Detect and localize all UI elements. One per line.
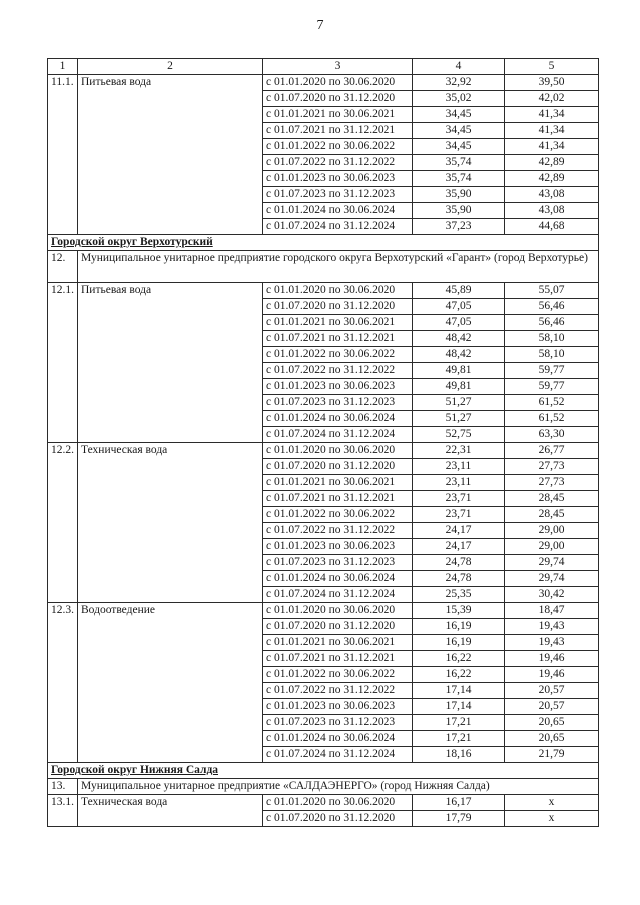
tariff-value-col4: 15,39 (413, 603, 505, 619)
tariff-value-col5: 18,47 (505, 603, 599, 619)
tariff-value-col5: 30,42 (505, 587, 599, 603)
district-row (48, 763, 599, 779)
period-cell: с 01.01.2022 по 30.06.2022 (263, 139, 413, 155)
service-name: Техническая вода (78, 795, 263, 827)
tariff-value-col5: 41,34 (505, 107, 599, 123)
item-number: 11.1. (48, 75, 78, 235)
period-cell: с 01.01.2024 по 30.06.2024 (263, 731, 413, 747)
period-cell: с 01.01.2023 по 30.06.2023 (263, 699, 413, 715)
table-row (48, 795, 599, 811)
table-row (48, 443, 599, 459)
header-cell: 3 (263, 59, 413, 75)
tariff-value-col4: 16,19 (413, 619, 505, 635)
period-cell: с 01.01.2023 по 30.06.2023 (263, 539, 413, 555)
tariff-value-col4: 51,27 (413, 411, 505, 427)
tariff-value-col5: 20,65 (505, 715, 599, 731)
period-cell: с 01.07.2024 по 31.12.2024 (263, 747, 413, 763)
tariff-value-col5: 28,45 (505, 491, 599, 507)
tariff-value-col5: 56,46 (505, 315, 599, 331)
period-cell: с 01.01.2021 по 30.06.2021 (263, 107, 413, 123)
tariff-value-col5: 43,08 (505, 187, 599, 203)
tariff-value-col4: 34,45 (413, 139, 505, 155)
tariff-value-col5: 58,10 (505, 331, 599, 347)
tariff-value-col5: 41,34 (505, 139, 599, 155)
period-cell: с 01.01.2021 по 30.06.2021 (263, 635, 413, 651)
tariff-value-col4: 18,16 (413, 747, 505, 763)
period-cell: с 01.07.2023 по 31.12.2023 (263, 715, 413, 731)
tariff-value-col4: 24,78 (413, 555, 505, 571)
tariff-value-col5: 20,57 (505, 699, 599, 715)
tariff-value-col4: 23,71 (413, 507, 505, 523)
period-cell: с 01.01.2023 по 30.06.2023 (263, 171, 413, 187)
service-name: Питьевая вода (78, 75, 263, 235)
tariff-value-col5: 61,52 (505, 411, 599, 427)
tariff-value-col5: 43,08 (505, 203, 599, 219)
tariff-value-col4: 25,35 (413, 587, 505, 603)
tariff-value-col5: 58,10 (505, 347, 599, 363)
tariff-value-col4: 48,42 (413, 347, 505, 363)
organization-name: Муниципальное унитарное предприятие «САЛДАЭНЕРГО» (город Нижняя Салда) (78, 779, 599, 795)
service-name: Техническая вода (78, 443, 263, 603)
tariff-value-col5: 59,77 (505, 379, 599, 395)
tariff-value-col5: 29,74 (505, 571, 599, 587)
tariff-value-col5: x (505, 811, 599, 827)
tariff-value-col5: 20,65 (505, 731, 599, 747)
period-cell: с 01.01.2022 по 30.06.2022 (263, 667, 413, 683)
tariff-value-col5: 27,73 (505, 459, 599, 475)
district-row (48, 235, 599, 251)
period-cell: с 01.01.2022 по 30.06.2022 (263, 347, 413, 363)
period-cell: с 01.01.2020 по 30.06.2020 (263, 795, 413, 811)
district-heading: Городской округ Верхотурский (48, 235, 599, 251)
tariff-value-col4: 47,05 (413, 315, 505, 331)
tariff-value-col4: 17,79 (413, 811, 505, 827)
tariff-value-col5: 41,34 (505, 123, 599, 139)
period-cell: с 01.07.2022 по 31.12.2022 (263, 363, 413, 379)
tariff-value-col5: 26,77 (505, 443, 599, 459)
tariff-value-col5: 21,79 (505, 747, 599, 763)
tariff-value-col5: 19,43 (505, 619, 599, 635)
tariff-value-col4: 49,81 (413, 363, 505, 379)
period-cell: с 01.07.2020 по 31.12.2020 (263, 299, 413, 315)
item-number: 12.2. (48, 443, 78, 603)
header-cell: 4 (413, 59, 505, 75)
period-cell: с 01.07.2023 по 31.12.2023 (263, 395, 413, 411)
period-cell: с 01.01.2021 по 30.06.2021 (263, 315, 413, 331)
tariff-value-col5: 19,46 (505, 667, 599, 683)
tariff-value-col4: 35,02 (413, 91, 505, 107)
tariff-value-col4: 37,23 (413, 219, 505, 235)
tariff-value-col5: 20,57 (505, 683, 599, 699)
tariff-value-col5: 55,07 (505, 283, 599, 299)
item-number: 13. (48, 779, 78, 795)
period-cell: с 01.07.2020 по 31.12.2020 (263, 619, 413, 635)
header-cell: 1 (48, 59, 78, 75)
item-number: 13.1. (48, 795, 78, 827)
tariff-value-col4: 35,74 (413, 171, 505, 187)
period-cell: с 01.07.2024 по 31.12.2024 (263, 587, 413, 603)
period-cell: с 01.07.2021 по 31.12.2021 (263, 123, 413, 139)
item-number: 12. (48, 251, 78, 283)
header-cell: 5 (505, 59, 599, 75)
tariff-value-col4: 24,17 (413, 539, 505, 555)
period-cell: с 01.07.2022 по 31.12.2022 (263, 155, 413, 171)
tariff-value-col4: 32,92 (413, 75, 505, 91)
tariff-value-col4: 23,11 (413, 459, 505, 475)
period-cell: с 01.07.2021 по 31.12.2021 (263, 331, 413, 347)
service-name: Водоотведение (78, 603, 263, 763)
period-cell: с 01.01.2024 по 30.06.2024 (263, 571, 413, 587)
tariff-value-col5: 42,89 (505, 155, 599, 171)
tariff-value-col5: 56,46 (505, 299, 599, 315)
period-cell: с 01.01.2023 по 30.06.2023 (263, 379, 413, 395)
period-cell: с 01.07.2023 по 31.12.2023 (263, 187, 413, 203)
organization-name: Муниципальное унитарное предприятие городского округа Верхотурский «Гарант» (город Верхотурье) (78, 251, 599, 283)
table-row (48, 75, 599, 91)
period-cell: с 01.07.2023 по 31.12.2023 (263, 555, 413, 571)
tariff-value-col4: 45,89 (413, 283, 505, 299)
tariff-value-col4: 51,27 (413, 395, 505, 411)
period-cell: с 01.07.2020 по 31.12.2020 (263, 91, 413, 107)
tariff-value-col4: 17,21 (413, 715, 505, 731)
tariff-value-col4: 48,42 (413, 331, 505, 347)
tariff-value-col4: 34,45 (413, 123, 505, 139)
period-cell: с 01.01.2024 по 30.06.2024 (263, 411, 413, 427)
tariff-value-col4: 23,11 (413, 475, 505, 491)
tariff-value-col5: x (505, 795, 599, 811)
period-cell: с 01.01.2020 по 30.06.2020 (263, 603, 413, 619)
tariff-value-col4: 35,90 (413, 187, 505, 203)
tariff-value-col4: 35,90 (413, 203, 505, 219)
organization-row (48, 251, 599, 283)
tariff-value-col4: 16,19 (413, 635, 505, 651)
tariff-value-col5: 19,43 (505, 635, 599, 651)
header-row (48, 59, 599, 75)
tariff-value-col5: 61,52 (505, 395, 599, 411)
period-cell: с 01.07.2022 по 31.12.2022 (263, 523, 413, 539)
tariff-value-col4: 17,14 (413, 699, 505, 715)
period-cell: с 01.07.2022 по 31.12.2022 (263, 683, 413, 699)
tariff-value-col4: 22,31 (413, 443, 505, 459)
tariff-value-col5: 63,30 (505, 427, 599, 443)
period-cell: с 01.01.2022 по 30.06.2022 (263, 507, 413, 523)
tariff-value-col5: 42,02 (505, 91, 599, 107)
period-cell: с 01.01.2020 по 30.06.2020 (263, 283, 413, 299)
tariff-value-col4: 49,81 (413, 379, 505, 395)
period-cell: с 01.07.2020 по 31.12.2020 (263, 811, 413, 827)
tariff-value-col4: 24,17 (413, 523, 505, 539)
tariff-value-col4: 23,71 (413, 491, 505, 507)
tariff-value-col4: 24,78 (413, 571, 505, 587)
page-number: 7 (316, 18, 324, 33)
district-heading: Городской округ Нижняя Салда (48, 763, 599, 779)
tariff-value-col5: 28,45 (505, 507, 599, 523)
period-cell: с 01.07.2024 по 31.12.2024 (263, 219, 413, 235)
tariff-value-col4: 16,22 (413, 651, 505, 667)
period-cell: с 01.01.2021 по 30.06.2021 (263, 475, 413, 491)
period-cell: с 01.07.2021 по 31.12.2021 (263, 491, 413, 507)
tariff-value-col5: 19,46 (505, 651, 599, 667)
period-cell: с 01.07.2020 по 31.12.2020 (263, 459, 413, 475)
period-cell: с 01.07.2024 по 31.12.2024 (263, 427, 413, 443)
table-row (48, 603, 599, 619)
tariff-value-col5: 27,73 (505, 475, 599, 491)
tariff-value-col5: 29,00 (505, 539, 599, 555)
tariff-value-col5: 59,77 (505, 363, 599, 379)
tariff-value-col4: 17,14 (413, 683, 505, 699)
tariff-value-col4: 17,21 (413, 731, 505, 747)
table-row (48, 283, 599, 299)
tariff-value-col4: 47,05 (413, 299, 505, 315)
tariff-table (47, 58, 599, 827)
tariff-value-col4: 16,22 (413, 667, 505, 683)
item-number: 12.3. (48, 603, 78, 763)
period-cell: с 01.01.2024 по 30.06.2024 (263, 203, 413, 219)
tariff-value-col5: 39,50 (505, 75, 599, 91)
item-number: 12.1. (48, 283, 78, 443)
period-cell: с 01.07.2021 по 31.12.2021 (263, 651, 413, 667)
tariff-value-col5: 29,00 (505, 523, 599, 539)
organization-row (48, 779, 599, 795)
tariff-value-col4: 52,75 (413, 427, 505, 443)
header-cell: 2 (78, 59, 263, 75)
tariff-value-col4: 35,74 (413, 155, 505, 171)
period-cell: с 01.01.2020 по 30.06.2020 (263, 75, 413, 91)
tariff-value-col4: 34,45 (413, 107, 505, 123)
period-cell: с 01.01.2020 по 30.06.2020 (263, 443, 413, 459)
tariff-value-col5: 29,74 (505, 555, 599, 571)
tariff-value-col5: 42,89 (505, 171, 599, 187)
tariff-value-col5: 44,68 (505, 219, 599, 235)
service-name: Питьевая вода (78, 283, 263, 443)
tariff-value-col4: 16,17 (413, 795, 505, 811)
